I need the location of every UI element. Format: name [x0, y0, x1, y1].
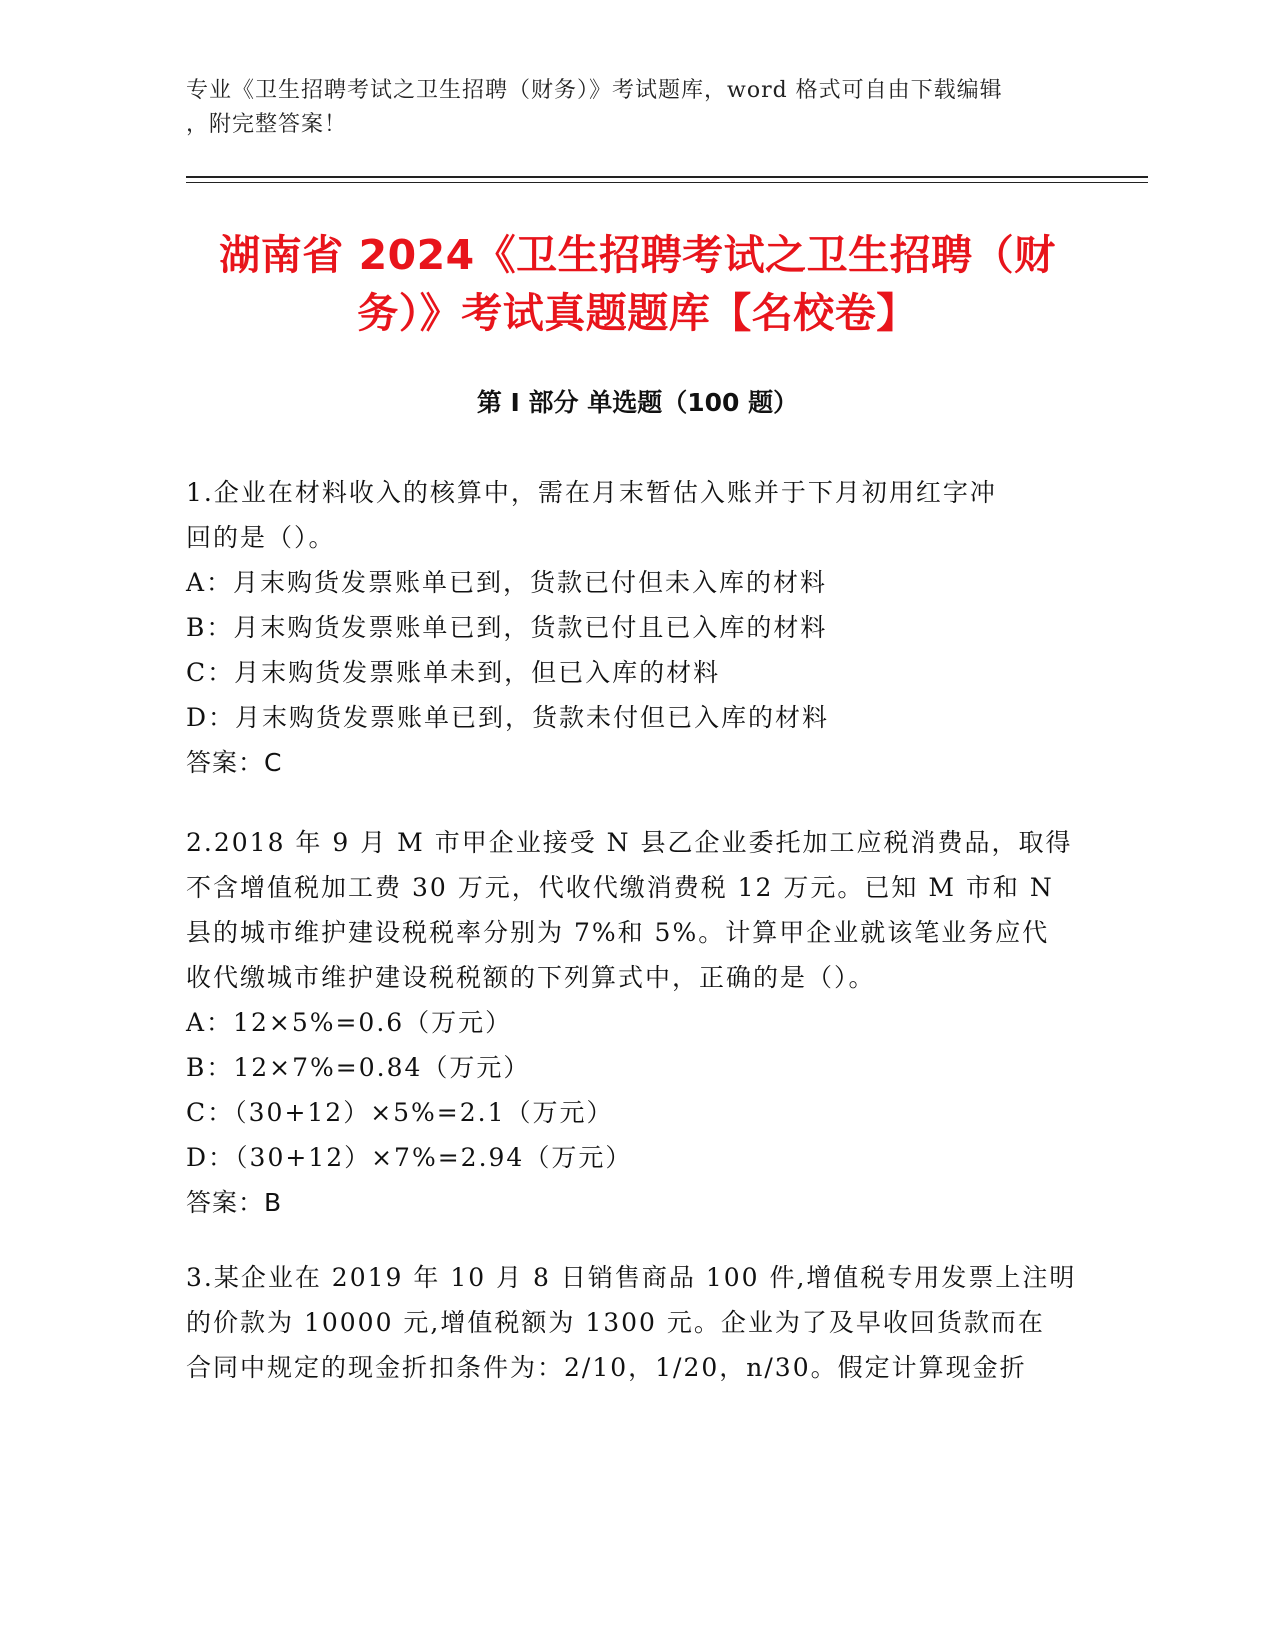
question-stem-line: 1.企业在材料收入的核算中，需在月末暂估入账并于下月初用红字冲	[186, 478, 997, 507]
question-stem-line: 收代缴城市维护建设税税额的下列算式中，正确的是（）。	[186, 963, 876, 992]
option-c: C：（30+12）×5%=2.1（万元）	[186, 1098, 614, 1127]
document-title	[150, 226, 1125, 342]
question-stem-line: 2.2018 年 9 月 M 市甲企业接受 N 县乙企业委托加工应税消费品，取得	[186, 828, 1073, 857]
option-d: D：月末购货发票账单已到，货款未付但已入库的材料	[186, 703, 830, 732]
header-note-line: ，附完整答案！	[186, 112, 348, 137]
question-stem-line: 合同中规定的现金折扣条件为：2/10，1/20，n/30。假定计算现金折	[186, 1353, 1027, 1382]
option-c: C：月末购货发票账单未到，但已入库的材料	[186, 658, 721, 687]
question-stem-line: 不含增值税加工费 30 万元，代收代缴消费税 12 万元。已知 M 市和 N	[186, 873, 1054, 902]
header-note	[186, 74, 1086, 142]
question-stem-line: 3.某企业在 2019 年 10 月 8 日销售商品 100 件,增值税专用发票上注明	[186, 1263, 1077, 1292]
question-2	[186, 820, 1086, 1225]
title-line: 务）》考试真题题库【名校卷】	[357, 289, 918, 337]
answer: 答案：C	[186, 748, 283, 777]
option-b: B：12×7%=0.84（万元）	[186, 1053, 531, 1082]
option-a: A：12×5%=0.6（万元）	[186, 1008, 513, 1037]
question-stem-line: 回的是（）。	[186, 523, 336, 552]
option-d: D：（30+12）×7%=2.94（万元）	[186, 1143, 633, 1172]
section-heading: 第 I 部分 单选题（100 题）	[476, 388, 799, 417]
header-note-line: 专业《卫生招聘考试之卫生招聘（财务）》考试题库，word 格式可自由下载编辑	[186, 78, 1003, 103]
header-divider-thick	[186, 176, 1148, 178]
header-divider-thin	[186, 182, 1148, 183]
question-stem-line: 的价款为 10000 元,增值税额为 1300 元。企业为了及早收回货款而在	[186, 1308, 1045, 1337]
option-b: B：月末购货发票账单已到，货款已付且已入库的材料	[186, 613, 828, 642]
title-line: 湖南省 2024《卫生招聘考试之卫生招聘（财	[219, 231, 1056, 279]
question-3	[186, 1255, 1086, 1390]
answer: 答案：B	[186, 1188, 283, 1217]
option-a: A：月末购货发票账单已到，货款已付但未入库的材料	[186, 568, 828, 597]
question-stem-line: 县的城市维护建设税税率分别为 7%和 5%。计算甲企业就该笔业务应代	[186, 918, 1050, 947]
question-1	[186, 470, 1086, 785]
